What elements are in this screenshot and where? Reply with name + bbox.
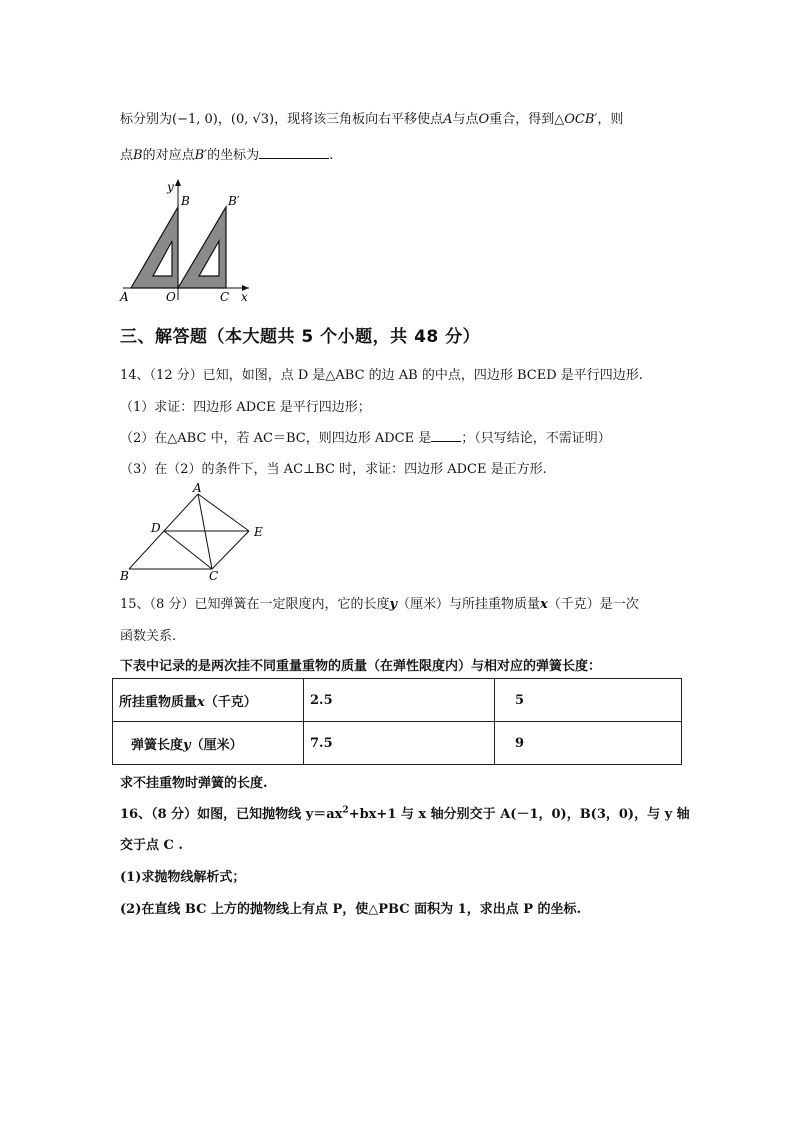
triangle-ocb-prime bbox=[178, 207, 226, 288]
coord-2: (0, √3) bbox=[230, 112, 275, 127]
triangle-translation-figure bbox=[115, 175, 260, 307]
point-a: A bbox=[443, 112, 453, 127]
label-o: O bbox=[166, 290, 176, 304]
q13-text: 与点 bbox=[452, 112, 479, 127]
parallelogram-figure bbox=[115, 480, 275, 585]
cell-text: （厘米） bbox=[190, 737, 243, 753]
label-a: A bbox=[120, 290, 129, 304]
q14-stem: 14、（12 分）已知，如图，点 D 是△ABC 的边 AB 的中点，四边形 BCED 是平行四边形. bbox=[120, 368, 643, 383]
q15-text: 15、（8 分）已知弹簧在一定限度内，它的长度 bbox=[120, 597, 390, 612]
label-d: D bbox=[151, 521, 161, 535]
segment-dc bbox=[164, 531, 212, 569]
segment-ec bbox=[212, 531, 249, 569]
row-label-length bbox=[113, 722, 304, 765]
q15-stem-2: 函数关系. bbox=[120, 629, 177, 644]
coord-1: (−1, 0) bbox=[172, 112, 218, 127]
q13-text: 的坐标为 bbox=[207, 148, 260, 163]
separator: ， bbox=[217, 112, 231, 127]
cell-text: （千克） bbox=[204, 694, 257, 710]
q16-stem-2: 交于点 C . bbox=[120, 838, 183, 853]
var-y: y bbox=[389, 597, 398, 612]
table-row bbox=[113, 679, 682, 722]
point-b-prime: B′ bbox=[194, 148, 208, 163]
superscript: 2 bbox=[342, 805, 349, 816]
length-value-2: 9 bbox=[495, 722, 682, 765]
label-b: B bbox=[181, 194, 190, 208]
q13-text: . bbox=[329, 148, 334, 163]
q14-text: （2）在△ABC 中，若 AC＝BC，则四边形 ADCE 是 bbox=[120, 431, 432, 446]
label-c: C bbox=[209, 569, 219, 583]
cell-text: 弹簧长度 bbox=[131, 737, 184, 753]
row-label-mass bbox=[113, 679, 304, 722]
label-b: B bbox=[120, 569, 129, 583]
q15-text: （千克）是一次 bbox=[547, 597, 639, 612]
label-e: E bbox=[254, 525, 263, 539]
q16-text: +bx+1 与 x 轴分别交于 A(－1，0)，B(3，0)，与 y 轴 bbox=[348, 807, 690, 822]
q13-text: ，则 bbox=[597, 112, 624, 127]
q16-stem-1 bbox=[120, 803, 690, 822]
cell-text: 所挂重物质量 bbox=[119, 694, 198, 710]
q13-text: 点 bbox=[120, 148, 134, 163]
table-row bbox=[113, 722, 682, 765]
q13-line-2 bbox=[120, 144, 333, 163]
point-o: O bbox=[478, 112, 490, 127]
q16-text: 16、（8 分）如图，已知抛物线 y＝ax bbox=[120, 807, 343, 822]
q15-text: （厘米）与所挂重物质量 bbox=[397, 597, 541, 612]
label-x: x bbox=[241, 290, 248, 304]
label-a: A bbox=[193, 481, 202, 495]
segment-ae bbox=[198, 494, 249, 531]
q15-stem-1 bbox=[120, 593, 639, 612]
length-value-1: 7.5 bbox=[304, 722, 495, 765]
answer-blank bbox=[431, 429, 461, 442]
var-x: x bbox=[197, 694, 205, 710]
label-c: C bbox=[220, 290, 230, 304]
q14-part-2 bbox=[120, 427, 611, 446]
var-x: x bbox=[540, 597, 548, 612]
point-b: B bbox=[133, 148, 143, 163]
answer-blank bbox=[259, 146, 329, 159]
q16-part-1: (1)求抛物线解析式； bbox=[120, 870, 246, 885]
q15-question: 求不挂重物时弹簧的长度. bbox=[120, 776, 268, 791]
q13-line-1 bbox=[120, 108, 623, 127]
section-heading: 三、解答题（本大题共 5 个小题，共 48 分） bbox=[120, 327, 481, 347]
mass-value-2: 5 bbox=[495, 679, 682, 722]
y-axis-arrow-icon bbox=[175, 179, 181, 186]
q13-text: 重合，得到 bbox=[489, 112, 555, 127]
q16-part-2: (2)在直线 BC 上方的抛物线上有点 P，使△PBC 面积为 1，求出点 P 的坐标. bbox=[120, 902, 582, 917]
mass-value-1: 2.5 bbox=[304, 679, 495, 722]
q13-text: 标分别为 bbox=[120, 112, 173, 127]
q14-part-1: （1）求证：四边形 ADCE 是平行四边形； bbox=[120, 400, 371, 415]
q14-text: ；（只写结论，不需证明） bbox=[461, 431, 611, 446]
q13-text: ，现将该三角板向右平移使点 bbox=[274, 112, 444, 127]
q15-intro: 下表中记录的是两次挂不同重量重物的质量（在弹性限度内）与相对应的弹簧长度： bbox=[120, 659, 602, 674]
label-b-prime: B′ bbox=[228, 194, 240, 208]
q13-text: 的对应点 bbox=[142, 148, 195, 163]
triangle-abo bbox=[131, 207, 178, 288]
q14-part-3: （3）在（2）的条件下，当 AC⊥BC 时，求证：四边形 ADCE 是正方形. bbox=[120, 462, 547, 477]
spring-data-table bbox=[112, 678, 682, 765]
label-y: y bbox=[167, 180, 174, 194]
triangle-ocb: △OCB′ bbox=[554, 112, 598, 127]
var-y: y bbox=[183, 737, 191, 753]
